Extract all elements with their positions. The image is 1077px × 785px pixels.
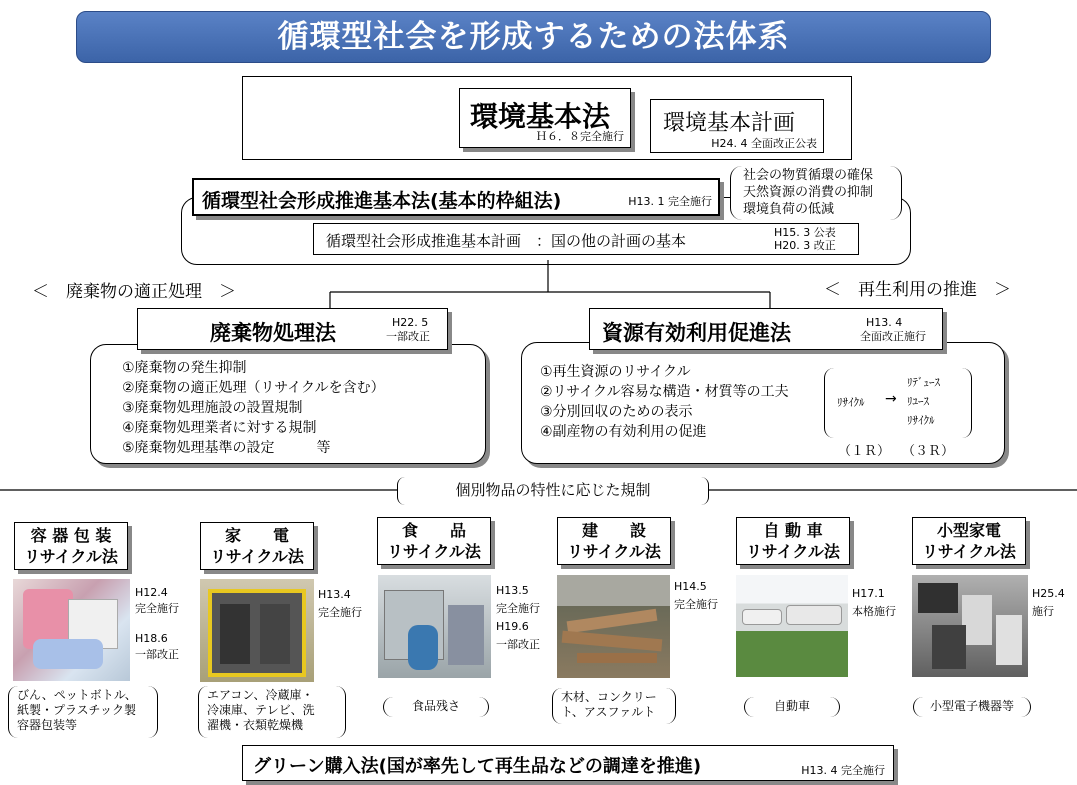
rrr-recycle: ﾘｻｲｸﾙ — [837, 396, 865, 409]
green-purchasing-law-box — [242, 745, 894, 781]
small-appliance-photo — [912, 575, 1028, 677]
waste-law-name: 廃棄物処理法 — [210, 321, 336, 345]
automobile-notes: H17.1 本格施行 — [852, 587, 896, 618]
automobile-photo — [736, 575, 848, 677]
food-photo — [378, 575, 491, 678]
small-appliance-notes: H25.4 施行 — [1032, 587, 1065, 618]
small-appliance-goods: 小型電子機器等 — [913, 697, 1031, 717]
rrr-box — [824, 368, 972, 438]
resource-law-name: 資源有効利用促進法 — [602, 321, 791, 345]
law-box-packaging: 容 器 包 装 リサイクル法 — [14, 522, 128, 570]
appliance-photo — [200, 579, 314, 682]
law-box-construction: 建 設 リサイクル法 — [557, 517, 671, 565]
specific-heading-box — [397, 477, 709, 505]
framework-point: 社会の物質循環の確保 — [743, 168, 874, 183]
law-box-automobile: 自 動 車 リサイクル法 — [736, 517, 850, 565]
framework-plan-box — [313, 223, 859, 255]
construction-goods: 木材、コンクリー ト、アスファルト — [552, 688, 676, 724]
framework-law-box — [192, 178, 720, 216]
waste-heading: ＜ 廃棄物の適正処理 ＞ — [32, 282, 236, 302]
rrr-reuse: ﾘﾕｰｽ — [907, 395, 929, 408]
page-title: 循環型社会を形成するための法体系 — [76, 11, 991, 63]
packaging-goods: びん、ペットボトル、 紙製・プラスチック製 容器包装等 — [8, 686, 158, 738]
law-box-appliance: 家 電 リサイクル法 — [200, 522, 314, 570]
resource-law-item: ④副産物の有効利用の促進 — [540, 424, 707, 440]
rrr-1r: （１Ｒ） — [838, 444, 891, 459]
framework-law-name: 循環型社会形成推進基本法(基本的枠組法) — [202, 190, 562, 212]
green-purchasing-law-note: H13. 4 完全施行 — [801, 764, 885, 777]
resource-law-note2: 全面改正施行 — [860, 330, 926, 343]
law-box-small-appliance: 小型家電 リサイクル法 — [912, 517, 1026, 565]
environment-basic-law-name: 環境基本法 — [470, 100, 611, 133]
waste-law-item: ③廃棄物処理施設の設置規制 — [122, 400, 303, 416]
waste-law-item: ⑤廃棄物処理基準の設定 等 — [122, 440, 331, 456]
packaging-notes: H12.4 完全施行 H18.6 一部改正 — [135, 586, 179, 661]
framework-point: 環境負荷の低減 — [743, 202, 835, 217]
construction-photo — [557, 575, 670, 678]
environment-basic-plan-name: 環境基本計画 — [663, 111, 796, 136]
rrr-3r: （３Ｒ） — [902, 444, 955, 459]
waste-law-box — [137, 308, 448, 350]
food-notes: H13.5 完全施行 H19.6 一部改正 — [496, 584, 540, 651]
environment-basic-plan-box — [650, 99, 824, 153]
law-box-food: 食 品 リサイクル法 — [377, 517, 491, 565]
framework-law-note: H13. 1 完全施行 — [628, 195, 712, 208]
rrr-arrow: → — [885, 391, 897, 407]
framework-plan-note1: H15. 3 公表 — [774, 226, 836, 239]
framework-plan-note2: H20. 3 改正 — [774, 239, 836, 252]
resource-law-item: ②リサイクル容易な構造・材質等の工夫 — [540, 384, 789, 400]
framework-point: 天然資源の消費の抑制 — [743, 185, 874, 200]
rrr-recycle2: ﾘｻｲｸﾙ — [907, 414, 935, 427]
automobile-goods: 自動車 — [744, 697, 840, 717]
appliance-goods: エアコン、冷蔵庫・ 冷凍庫、テレビ、洗 濯機・衣類乾燥機 — [198, 686, 346, 738]
resource-law-item: ①再生資源のリサイクル — [540, 364, 691, 380]
resource-law-item: ③分別回収のための表示 — [540, 404, 693, 420]
construction-notes: H14.5 完全施行 — [674, 580, 718, 611]
waste-law-items — [122, 358, 385, 458]
resource-law-box — [589, 308, 943, 350]
framework-points — [730, 166, 902, 220]
rrr-reduce: ﾘﾃﾞｭｰｽ — [907, 376, 940, 389]
resource-law-items — [540, 362, 789, 442]
waste-law-item: ①廃棄物の発生抑制 — [122, 360, 247, 376]
recycling-heading: ＜ 再生利用の推進 ＞ — [824, 280, 1011, 300]
framework-plan-name: 循環型社会形成推進基本計画 ：国の他の計画の基本 — [326, 232, 687, 250]
environment-basic-plan-note: H24. 4 全面改正公表 — [711, 137, 817, 150]
packaging-photo — [13, 579, 130, 681]
specific-heading: 個別物品の特性に応じた規制 — [455, 481, 651, 499]
waste-law-note2: 一部改正 — [386, 330, 430, 343]
food-goods: 食品残さ — [383, 697, 489, 717]
environment-basic-law-note: Ｈ６．８完全施行 — [536, 130, 624, 143]
waste-law-note1: H22. 5 — [392, 316, 429, 329]
environment-basic-law-box — [459, 88, 631, 148]
waste-law-item: ②廃棄物の適正処理（リサイクルを含む） — [122, 380, 385, 396]
green-purchasing-law-name: グリーン購入法(国が率先して再生品などの調達を推進) — [253, 756, 702, 777]
resource-law-note1: H13. 4 — [866, 316, 903, 329]
waste-law-item: ④廃棄物処理業者に対する規制 — [122, 420, 317, 436]
appliance-notes: H13.4 完全施行 — [318, 588, 362, 619]
